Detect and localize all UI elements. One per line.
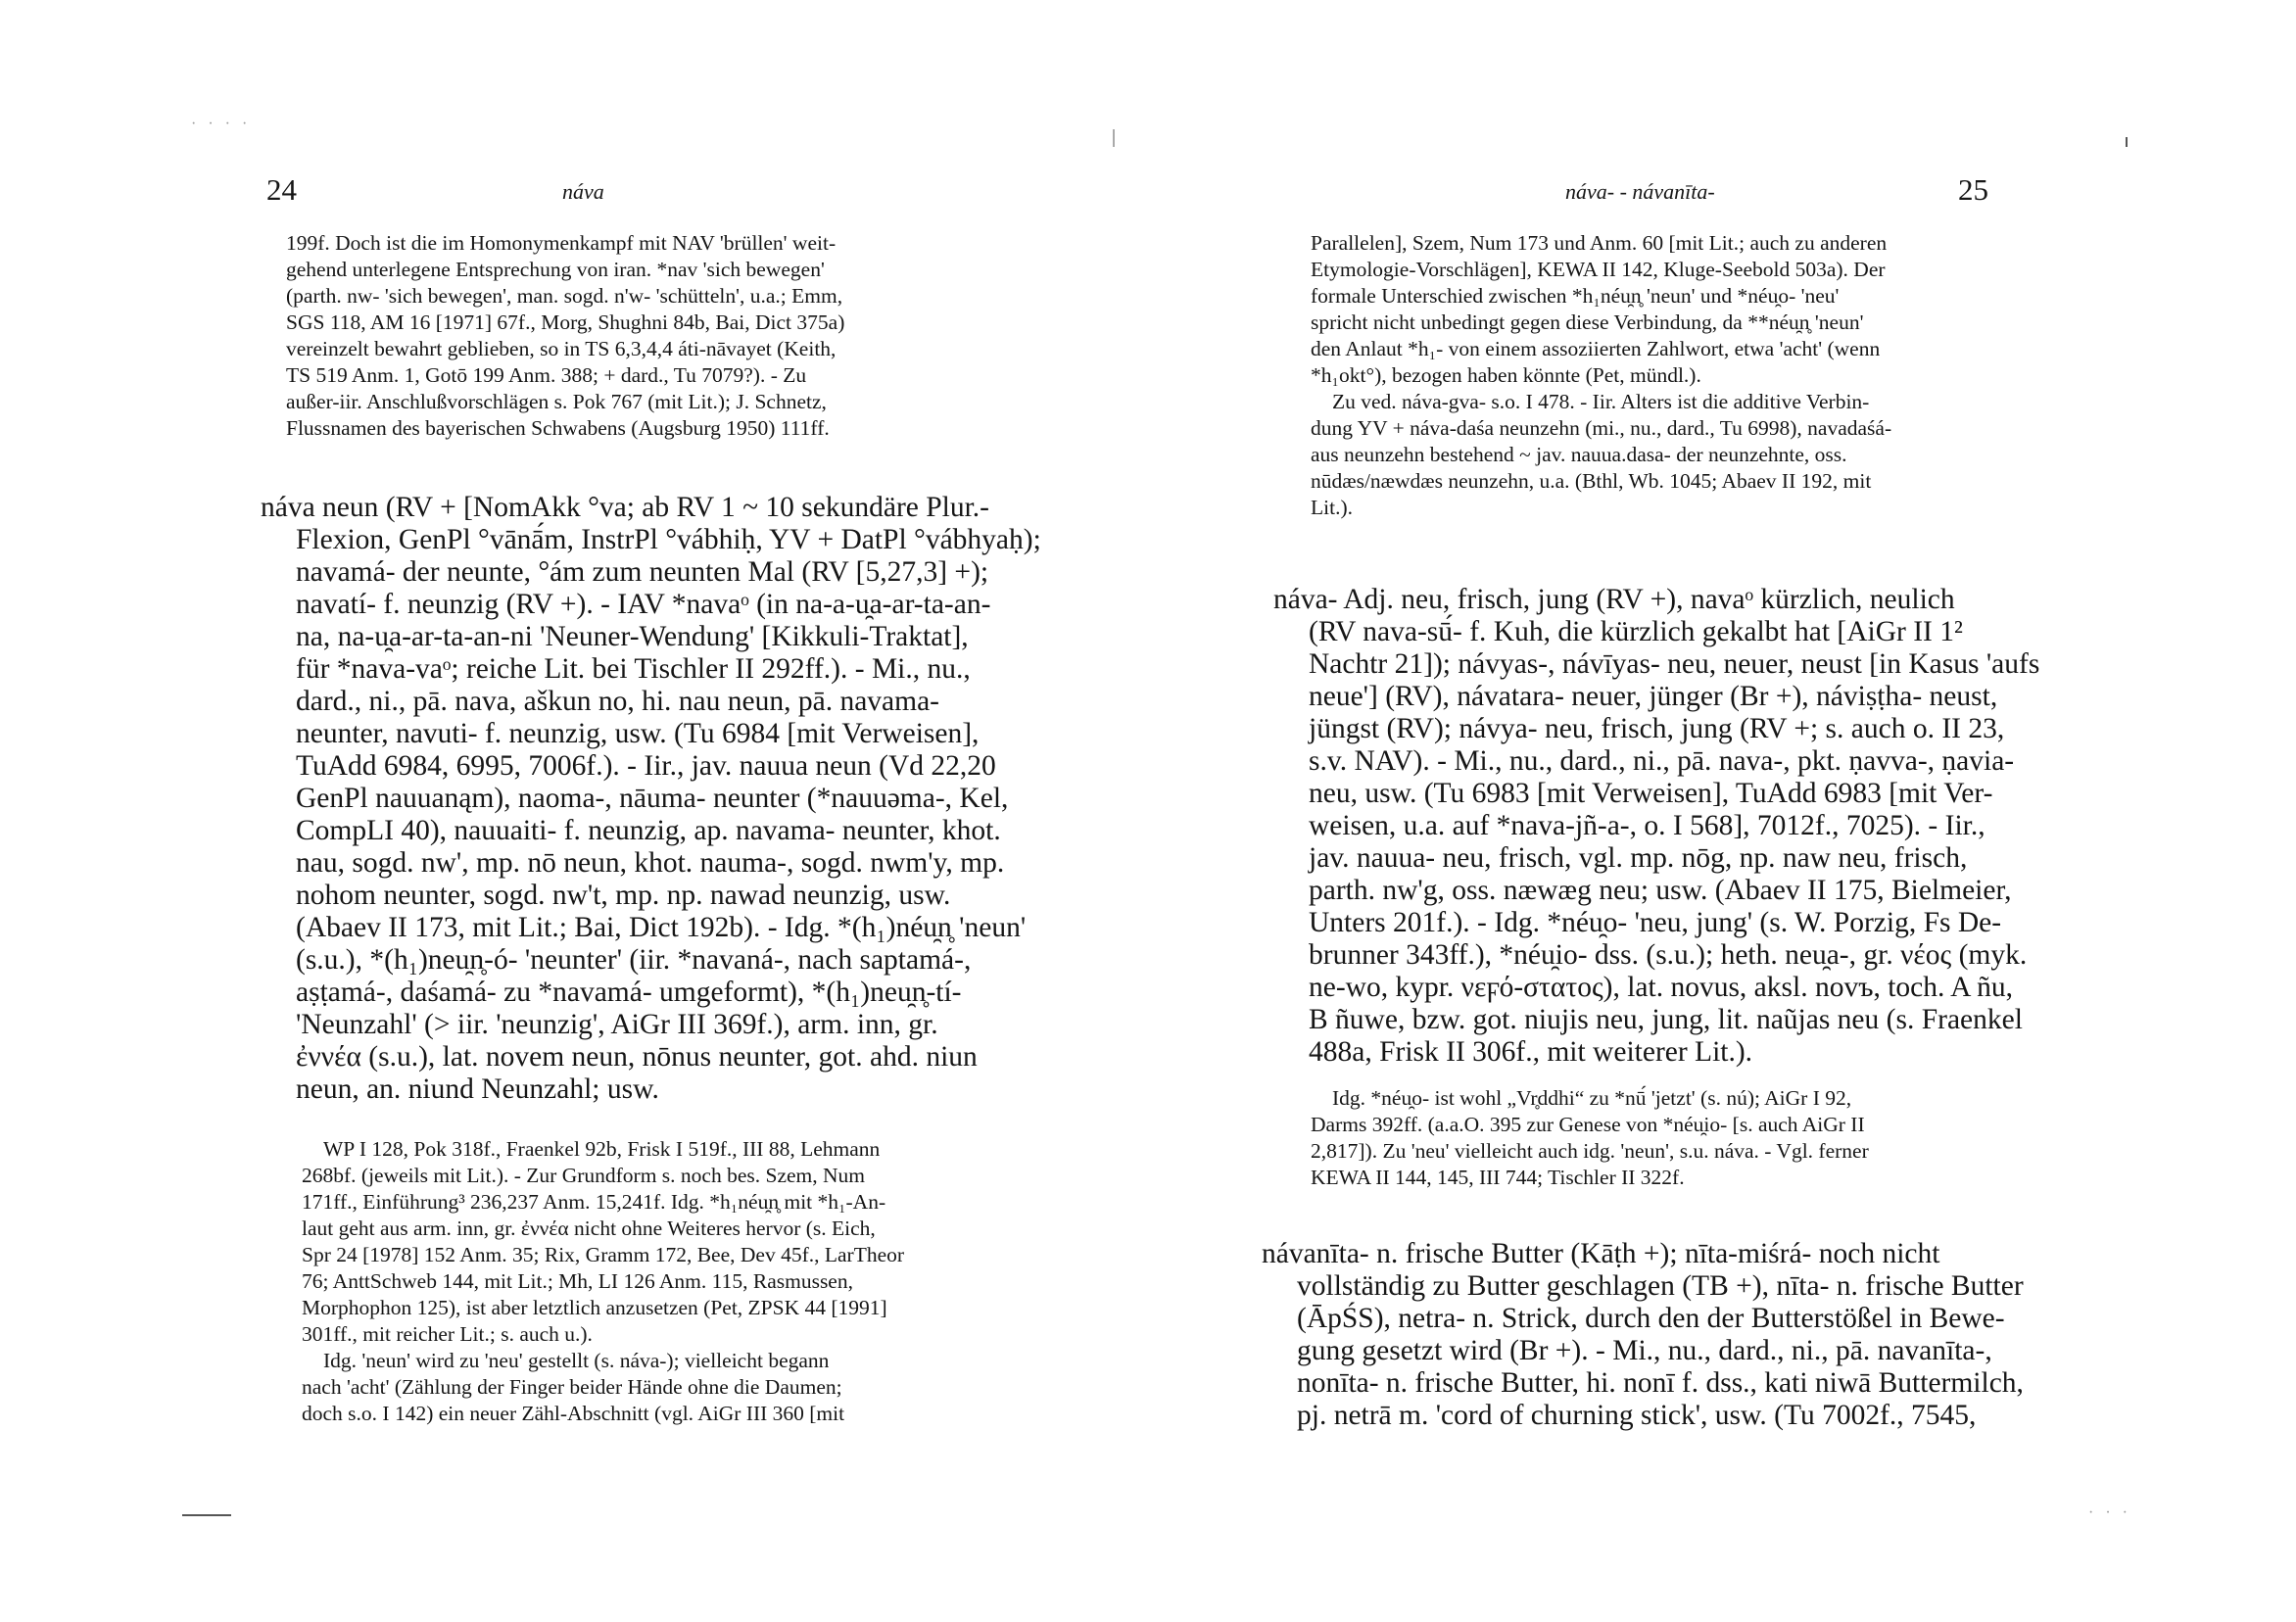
scan-mark: · · · [2088, 1504, 2131, 1521]
entry-line: jüngst (RV); návya- neu, frisch, jung (RV +; s. auch o. II 23, [1309, 713, 2005, 744]
text-line: vereinzelt bewahrt geblieben, so in TS 6,3,4,4 áti-nāvayet (Keith, [286, 337, 837, 360]
entry-line: weisen, u.a. auf *nava-jñ-a-, o. I 568], 7012f., 7025). - Iir., [1309, 810, 1985, 841]
entry-line: GenPl nauuanąm), naoma-, nāuma- neunter (*nauuəma-, Kel, [296, 783, 1009, 814]
entry-line: brunner 343ff.), *néu̯io- dss. (s.u.); heth. neu̯a-, gr. νέος (myk. [1309, 939, 2028, 971]
dictionary-entry-navanita [1262, 1238, 2024, 1432]
text-line: Zu ved. náva-gva- s.o. I 478. - Iir. Alters ist die additive Verbin- [1332, 390, 1870, 413]
entry-line: für *nava-vaᵒ; reiche Lit. bei Tischler II 292ff.). - Mi., nu., [296, 653, 971, 685]
entry-line: 'Neunzahl' (> iir. 'neunzig', AiGr III 369f.), arm. inn, gr. [296, 1009, 938, 1040]
note-line: 268bf. (jeweils mit Lit.). - Zur Grundform s. noch bes. Szem, Num [302, 1164, 866, 1187]
top-paragraph [286, 230, 954, 442]
text-line: Parallelen], Szem, Num 173 und Anm. 60 [mit Lit.; auch zu anderen [1311, 231, 1888, 255]
entry-line: jav. nauua- neu, frisch, vgl. mp. nōg, np. naw neu, frisch, [1309, 842, 1968, 874]
entry-line: ἐννέα (s.u.), lat. novem neun, nōnus neunter, got. ahd. niun [296, 1041, 978, 1073]
note-line: Spr 24 [1978] 152 Anm. 35; Rix, Gramm 172, Bee, Dev 45f., LarTheor [302, 1243, 905, 1266]
entry-line: 488a, Frisk II 306f., mit weiterer Lit.). [1309, 1036, 1753, 1068]
text-line: gehend unterlegene Entsprechung von iran. *nav 'sich bewegen' [286, 258, 825, 281]
entry-line: aṣṭamá-, daśamá- zu *navamá- umgeformt), *(h₁)neu̯n̥-tí- [296, 977, 962, 1008]
text-line: aus neunzehn bestehend ~ jav. nauua.dasa- der neunzehnte, oss. [1311, 443, 1847, 466]
text-line: spricht nicht unbedingt gegen diese Verbindung, da **néu̯n̥ 'neun' [1311, 310, 1864, 334]
entry-line: (Abaev II 173, mit Lit.; Bai, Dict 192b). - Idg. *(h₁)néu̯n̥ 'neun' [296, 912, 1027, 943]
page-number: 24 [266, 172, 297, 207]
note-paragraph [302, 1136, 962, 1427]
entry-line: pj. netrā m. 'cord of churning stick', usw. (Tu 7002f., 7545, [1297, 1400, 1977, 1431]
running-head: náva [562, 179, 604, 204]
text-line: 199f. Doch ist die im Homonymenkampf mit NAV 'brüllen' weit- [286, 231, 837, 255]
entry-line: neu, usw. (Tu 6983 [mit Verweisen], TuAdd 6983 [mit Ver- [1309, 778, 1993, 809]
entry-line: návanīta- n. frische Butter (Kāṭh +); nīta-miśrá- noch nicht [1262, 1238, 1940, 1269]
note-line: 2,817]). Zu 'neu' vielleicht auch idg. 'neun', s.u. náva. - Vgl. ferner [1311, 1139, 1869, 1163]
entry-line: dard., ni., pā. nava, aškun no, hi. nau neun, pā. navama- [296, 686, 939, 717]
dictionary-entry-nava [261, 492, 1041, 1106]
scan-mark [182, 1514, 231, 1516]
entry-line: vollständig zu Butter geschlagen (TB +), nīta- n. frische Butter [1297, 1270, 2024, 1302]
page-number: 25 [1958, 172, 1988, 207]
entry-line: s.v. NAV). - Mi., nu., dard., ni., pā. nava-, pkt. ṇavva-, ṇavia- [1309, 745, 2015, 777]
text-line: nūdæs/næwdæs neunzehn, u.a. (Bthl, Wb. 1045; Abaev II 192, mit [1311, 469, 1872, 493]
entry-line: (ĀpŚS), netra- n. Strick, durch den der Butterstößel in Bewe- [1297, 1303, 2005, 1334]
right-page [1148, 0, 2296, 1622]
note-line: Idg. 'neun' wird zu 'neu' gestellt (s. náva-); vielleicht begann [323, 1349, 830, 1372]
note-line: Darms 392ff. (a.a.O. 395 zur Genese von *néu̯io- [s. auch AiGr II [1311, 1113, 1865, 1136]
note-line: WP I 128, Pok 318f., Fraenkel 92b, Frisk I 519f., III 88, Lehmann [323, 1137, 881, 1161]
entry-line: (s.u.), *(h₁)neu̯n̥-ó- 'neunter' (iir. *navaná-, nach saptamá-, [296, 944, 972, 976]
text-line: *h₁okt°), bezogen haben könnte (Pet, mündl.). [1311, 363, 1701, 387]
entry-line: neun, an. niund Neunzahl; usw. [296, 1073, 659, 1105]
gutter-mark [1113, 129, 1115, 147]
entry-line: nau, sogd. nw', mp. nō neun, khot. nauma-, sogd. nwm'y, mp. [296, 847, 1005, 879]
entry-line: Unters 201f.). - Idg. *néu̯o- 'neu, jung' (s. W. Porzig, Fs De- [1309, 907, 2002, 938]
text-line: Etymologie-Vorschlägen], KEWA II 142, Kluge-Seebold 503a). Der [1311, 258, 1886, 281]
entry-line: náva- Adj. neu, frisch, jung (RV +), navaᵒ kürzlich, neulich [1273, 584, 1955, 615]
text-line: (parth. nw- 'sich bewegen', man. sogd. n'w- 'schütteln', u.a.; Emm, [286, 284, 843, 308]
entry-line: Flexion, GenPl °vānā́m, InstrPl °vábhiḥ, YV + DatPl °vábhyaḥ); [296, 524, 1041, 555]
entry-line: neunter, navuti- f. neunzig, usw. (Tu 6984 [mit Verweisen], [296, 718, 980, 749]
running-head: náva- - návanīta- [1565, 179, 1715, 204]
scan-mark [2126, 137, 2128, 147]
entry-line: nonīta- n. frische Butter, hi. nonī f. dss., kati niwā Buttermilch, [1297, 1367, 2024, 1399]
text-line: dung YV + náva-daśa neunzehn (mi., nu., dard., Tu 6998), navadaśá- [1311, 416, 1892, 440]
dictionary-entry-nava-adj [1273, 584, 2040, 1069]
entry-line: parth. nw'g, oss. næwæg neu; usw. (Abaev II 175, Bielmeier, [1309, 875, 2012, 906]
note-line: 301ff., mit reicher Lit.; s. auch u.). [302, 1322, 593, 1346]
note-line: 171ff., Einführung³ 236,237 Anm. 15,241f. Idg. *h₁néu̯n̥ mit *h₁-An- [302, 1190, 886, 1214]
text-line: TS 519 Anm. 1, Gotō 199 Anm. 388; + dard., Tu 7079?). - Zu [286, 363, 807, 387]
entry-line: nohom neunter, sogd. nw't, mp. np. nawad neunzig, usw. [296, 880, 951, 911]
text-line: formale Unterschied zwischen *h₁néu̯n̥ 'neun' und *néu̯o- 'neu' [1311, 284, 1840, 308]
text-line: Flussnamen des bayerischen Schwabens (Augsburg 1950) 111ff. [286, 416, 830, 440]
entry-line: na, na-u̯a-ar-ta-an-ni 'Neuner-Wendung' [Kikkuli-Traktat], [296, 621, 969, 652]
entry-line: Nachtr 21]); návyas-, návīyas- neu, neuer, neust [in Kasus 'aufs [1309, 648, 2040, 680]
note-line: Morphophon 125), ist aber letztlich anzusetzen (Pet, ZPSK 44 [1991] [302, 1296, 887, 1319]
entry-line: (RV nava-sū́- f. Kuh, die kürzlich gekalbt hat [AiGr II 1² [1309, 616, 1963, 647]
note-paragraph [1311, 1085, 1981, 1191]
note-line: nach 'acht' (Zählung der Finger beider Hände ohne die Daumen; [302, 1375, 842, 1399]
entry-line: TuAdd 6984, 6995, 7006f.). - Iir., jav. nauua neun (Vd 22,20 [296, 750, 996, 782]
note-line: doch s.o. I 142) ein neuer Zähl-Abschnitt (vgl. AiGr III 360 [mit [302, 1402, 845, 1425]
note-line: 76; AnttSchweb 144, mit Lit.; Mh, LI 126 Anm. 115, Rasmussen, [302, 1269, 853, 1293]
entry-line: navatí- f. neunzig (RV +). - IAV *navaᵒ (in na-a-u̯a-ar-ta-an- [296, 589, 991, 620]
entry-line: navamá- der neunte, °ám zum neunten Mal (RV [5,27,3] +); [296, 556, 989, 588]
text-line: den Anlaut *h₁- von einem assoziierten Zahlwort, etwa 'acht' (wenn [1311, 337, 1881, 360]
text-line: SGS 118, AM 16 [1971] 67f., Morg, Shughni 84b, Bai, Dict 375a) [286, 310, 845, 334]
entry-line: CompLI 40), nauuaiti- f. neunzig, ap. navama- neunter, khot. [296, 815, 1001, 846]
entry-line: ne-wo, kypr. νεϝό-στατος), lat. novus, aksl. novъ, toch. A ñu, [1309, 972, 2014, 1003]
text-line: Lit.). [1311, 496, 1353, 519]
note-line: laut geht aus arm. inn, gr. ἐννέα nicht ohne Weiteres hervor (s. Eich, [302, 1216, 876, 1240]
note-line: Idg. *néu̯o- ist wohl „Vr̥ddhi“ zu *nū́ 'jetzt' (s. nú); AiGr I 92, [1332, 1086, 1852, 1110]
entry-line: náva neun (RV + [NomAkk °va; ab RV 1 ~ 10 sekundäre Plur.- [261, 492, 990, 523]
top-paragraph [1311, 230, 1981, 521]
entry-line: gung gesetzt wird (Br +). - Mi., nu., dard., ni., pā. navanīta-, [1297, 1335, 1992, 1366]
scan-mark: · · · · [191, 116, 252, 132]
entry-line: B ñuwe, bzw. got. niujis neu, jung, lit. naũjas neu (s. Fraenkel [1309, 1004, 2023, 1035]
note-line: KEWA II 144, 145, III 744; Tischler II 322f. [1311, 1166, 1685, 1189]
text-line: außer-iir. Anschlußvorschlägen s. Pok 767 (mit Lit.); J. Schnetz, [286, 390, 827, 413]
entry-line: neue'] (RV), návatara- neuer, jünger (Br +), náviṣṭha- neust, [1309, 681, 1998, 712]
